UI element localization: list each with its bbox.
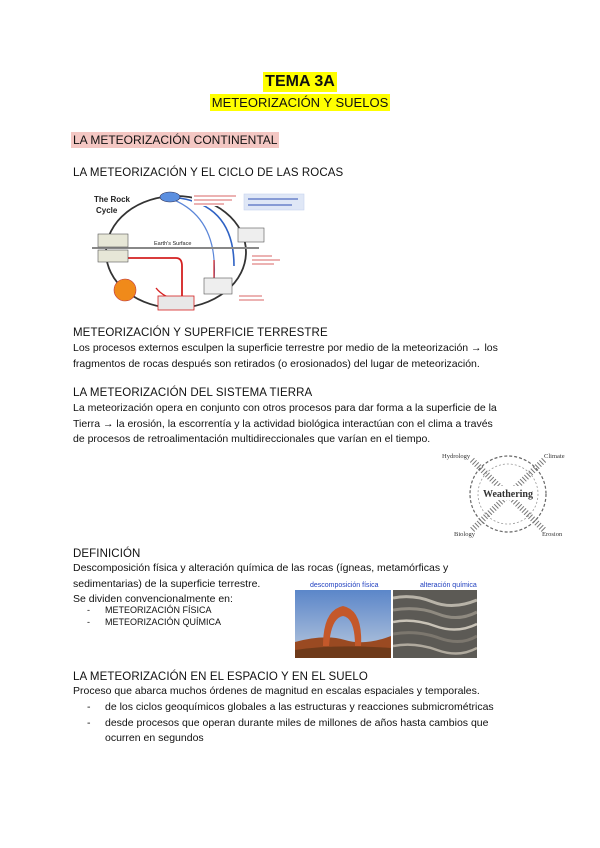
chemical-weathering-photo (393, 590, 477, 658)
definition-line-3: Se dividen convencionalmente en: (73, 593, 233, 605)
earth-system-line-1: La meteorización opera en conjunto con otros procesos para dar forma a la superficie de la (73, 402, 497, 414)
definition-line-1: Descomposición física y alteración química de las rocas (ígneas, metamórficas y (73, 562, 449, 574)
rock-cycle-diagram (84, 186, 322, 314)
list-item: - de los ciclos geoquímicos globales a las estructuras y reacciones submicrométricas (73, 700, 494, 716)
list-item: - METEORIZACIÓN FÍSICA (73, 604, 221, 616)
list-item: - METEORIZACIÓN QUÍMICA (73, 616, 221, 628)
weathering-center-label: Weathering (483, 489, 533, 500)
earth-system-line-3: de procesos de retroalimentación multidireccionales que varían en el tiempo. (73, 433, 431, 445)
photo-label-physical: descomposición física (310, 582, 379, 589)
earth-system-paragraph (73, 401, 497, 448)
physical-weathering-photo (295, 590, 391, 658)
weathering-diagram (440, 444, 576, 544)
page-subtitle: METEORIZACIÓN Y SUELOS (211, 95, 389, 110)
section-title: LA METEORIZACIÓN CONTINENTAL (73, 133, 278, 147)
biology-label: Biology (454, 531, 475, 538)
list-item-continuation: ocurren en segundos (105, 732, 204, 744)
surface-line-2: fragmentos de rocas después son retirados (o erosionados) del lugar de meteorización. (73, 357, 480, 370)
definition-list (73, 604, 221, 628)
title-block (0, 72, 600, 92)
space-list (73, 700, 494, 747)
subtitle-block (0, 94, 600, 112)
definition-heading: DEFINICIÓN (73, 548, 141, 560)
earth-system-line-2: Tierra → la erosión, la escorrentía y la actividad biológica interactúan con el clima a través (73, 417, 493, 430)
hydrology-label: Hydrology (442, 453, 471, 460)
definition-paragraph (73, 561, 448, 608)
climate-label: Climate (544, 453, 565, 460)
surface-heading: METEORIZACIÓN Y SUPERFICIE TERRESTRE (73, 327, 328, 339)
rock-cycle-title-1: The Rock (94, 195, 131, 204)
rock-cycle-title-2: Cycle (96, 206, 118, 215)
surface-line-1: Los procesos externos esculpen la superficie terrestre por medio de la meteorización → los (73, 342, 498, 354)
definition-line-2: sedimentarias) de la superficie terrestre. (73, 577, 261, 590)
space-heading: LA METEORIZACIÓN EN EL ESPACIO Y EN EL SUELO (73, 671, 368, 683)
space-line-1: Proceso que abarca muchos órdenes de magnitud en escalas espaciales y temporales. (73, 685, 480, 697)
earth-surface-label: Earth's Surface (154, 241, 192, 247)
photo-label-chemical: alteración química (420, 582, 477, 589)
page-title: TEMA 3A (265, 73, 335, 90)
list-item: - desde procesos que operan durante miles de millones de años hasta cambios que (73, 716, 494, 732)
earth-system-heading: LA METEORIZACIÓN DEL SISTEMA TIERRA (73, 387, 313, 399)
rock-cycle-heading: LA METEORIZACIÓN Y EL CICLO DE LAS ROCAS (73, 167, 344, 179)
erosion-label: Erosion (542, 531, 563, 538)
surface-paragraph (73, 341, 498, 372)
